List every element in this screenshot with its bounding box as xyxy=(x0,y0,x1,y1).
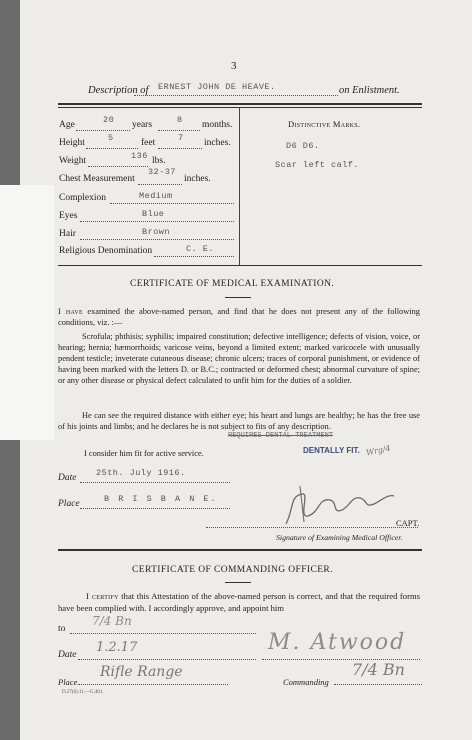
age-months: 8 xyxy=(177,115,183,125)
chest-value: 32-37 xyxy=(148,167,177,177)
medical-date-line xyxy=(80,482,230,483)
eyes-label: Eyes xyxy=(59,211,78,221)
eyes-value: Blue xyxy=(142,209,165,219)
commanding-paragraph xyxy=(58,590,420,614)
soldier-name: ERNEST JOHN DE HEAVE. xyxy=(158,82,276,92)
fit-for-service-text: I consider him fit for active service. xyxy=(84,449,204,458)
table-bottom-rule xyxy=(58,265,422,266)
chest-inches-label: inches. xyxy=(184,174,211,184)
weight-line xyxy=(88,166,148,167)
paper-strip xyxy=(0,185,54,440)
weight-value: 136 xyxy=(131,151,148,161)
medical-intro-paragraph xyxy=(58,306,420,328)
medical-place-label: Place xyxy=(58,499,80,509)
commanding-label: Commanding xyxy=(283,677,329,687)
distinctive-marks-line1: D6 D6. xyxy=(286,141,320,151)
height-inches-line xyxy=(158,148,202,149)
enlistment-label: on Enlistment. xyxy=(339,85,400,96)
inches-label: inches. xyxy=(204,138,231,148)
distinctive-marks-heading: Distinctive Marks. xyxy=(288,119,361,129)
complexion-line xyxy=(110,203,234,204)
commanding-line xyxy=(334,684,422,685)
commanding-date-value: 1.2.17 xyxy=(96,640,138,655)
hair-label: Hair xyxy=(59,229,76,239)
feet-label: feet xyxy=(141,138,156,148)
commanding-title-rule xyxy=(225,582,251,583)
religion-value: C. E. xyxy=(186,244,215,254)
table-divider xyxy=(239,107,240,265)
years-label: years xyxy=(132,120,153,130)
complexion-label: Complexion xyxy=(59,193,106,203)
commanding-date-line xyxy=(78,659,256,660)
commanding-place-label: Place xyxy=(58,677,78,687)
medical-date-value: 25th. July 1916. xyxy=(96,468,186,478)
appoint-to-label: to xyxy=(58,624,66,634)
eyes-line xyxy=(80,221,234,222)
distinctive-marks-line2: Scar left calf. xyxy=(275,160,360,170)
form-footer-code: D.27(6).11.—G.401. xyxy=(62,690,104,695)
page-number: 3 xyxy=(231,60,237,72)
dentist-initials-scribble: Wrg/4 xyxy=(365,443,392,458)
medical-intro-lead: I have xyxy=(58,307,83,316)
height-feet-line xyxy=(86,148,138,149)
religion-line xyxy=(154,256,234,257)
medical-date-label: Date xyxy=(58,473,77,483)
religion-label: Religious Denomination xyxy=(59,246,153,256)
commanding-text: that this Attestation of the above-named person is correct, and that the required forms have been complied with. I accordingly approve, and appoint him xyxy=(58,591,420,613)
table-top-rule xyxy=(58,107,422,108)
section-separator xyxy=(58,549,422,551)
hair-value: Brown xyxy=(142,227,171,237)
commanding-place-line xyxy=(78,684,228,685)
struck-dental-treatment: REQUIRES DENTAL TREATMENT xyxy=(228,432,334,440)
medical-fitness-paragraph: He can see the required distance with either eye; his heart and lungs are healthy; he has the free use of his joints and limbs; and he declares he is not subject to fits of any description. xyxy=(58,411,420,431)
medical-officer-rank: CAPT. xyxy=(396,518,420,528)
appoint-to-value: 7/4 Bn xyxy=(92,614,132,628)
medical-place-value: B R I S B A N E. xyxy=(104,494,218,504)
months-label: months. xyxy=(202,120,233,130)
complexion-value: Medium xyxy=(139,191,173,201)
medical-title-rule xyxy=(225,297,251,298)
medical-signature-label: Signature of Examining Medical Officer. xyxy=(276,533,403,542)
description-label: Description of xyxy=(88,85,149,96)
commanding-date-label: Date xyxy=(58,650,77,660)
lbs-label: lbs. xyxy=(152,156,166,166)
medical-officer-signature xyxy=(280,478,400,530)
medical-certificate-title: CERTIFICATE OF MEDICAL EXAMINATION. xyxy=(130,279,335,289)
age-label: Age xyxy=(59,120,75,130)
medical-intro-text: examined the above-named person, and find that he does not present any of the following conditions, viz. :— xyxy=(58,307,420,327)
age-years-line xyxy=(76,130,130,131)
commanding-certificate-title: CERTIFICATE OF COMMANDING OFFICER. xyxy=(132,565,333,575)
commanding-place-value: Rifle Range xyxy=(100,664,183,680)
age-years: 20 xyxy=(103,115,115,125)
commanding-lead: I certify xyxy=(86,591,119,601)
name-line xyxy=(134,95,338,96)
medical-conditions-paragraph: Scrofula; phthisis; syphilis; impaired constitution; defective intelligence; defects of vision, voice, or hearing; hernia; hæmorrhoids; varicose veins, beyond a limited extent; marked varicocele with unusually pendent testicle; inveterate cutaneous disease; chronic ulcers; traces of corporal punishment, or evidence of having been marked with the letters D. or B.C.; contracted or deformed chest; abnormal curvature of spine; or any other disease or physical defect calculated to unfit him for the duties of a soldier. xyxy=(58,332,420,385)
chest-line xyxy=(138,184,182,185)
chest-label: Chest Measurement xyxy=(59,174,135,184)
height-feet: 5 xyxy=(108,133,114,143)
commanding-officer-signature: M. Atwood xyxy=(268,630,407,655)
hair-line xyxy=(80,239,234,240)
commanding-unit-value: 7/4 Bn xyxy=(352,660,405,679)
weight-label: Weight xyxy=(59,156,87,166)
height-label: Height xyxy=(59,138,85,148)
height-inches: 7 xyxy=(178,133,184,143)
age-months-line xyxy=(158,130,200,131)
medical-place-line xyxy=(80,508,230,509)
dentally-fit-stamp: DENTALLY FIT. xyxy=(303,446,360,455)
medical-signature-line xyxy=(206,527,418,528)
appoint-to-line xyxy=(70,633,256,634)
table-top-border xyxy=(58,103,422,105)
